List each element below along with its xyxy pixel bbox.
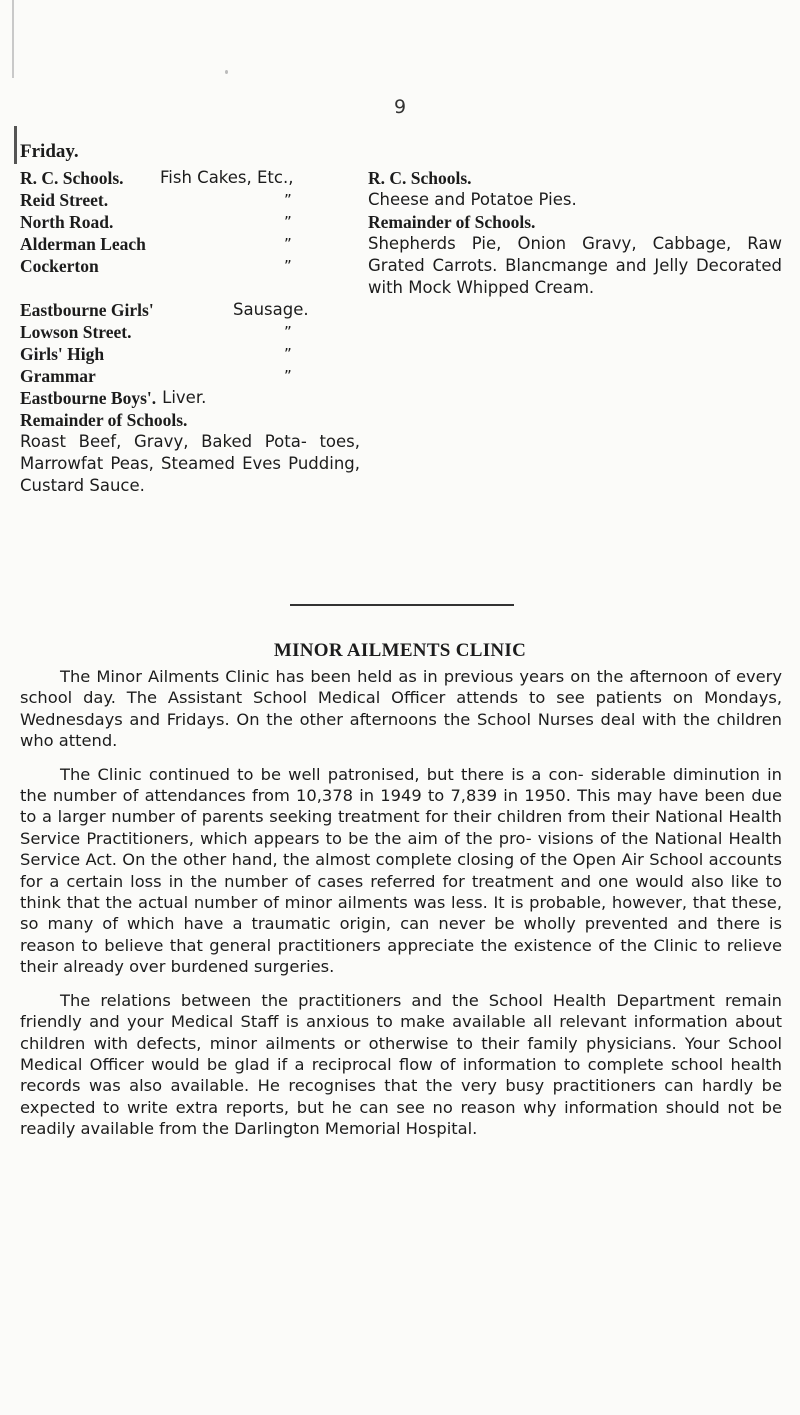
section-divider — [290, 604, 514, 606]
ditto-mark: ” — [284, 257, 292, 275]
scan-edge-mark — [14, 126, 17, 164]
dish: Liver. — [162, 388, 207, 407]
school-name: Lowson Street. — [20, 322, 132, 342]
remainder-menu-text: Shepherds Pie, Onion Gravy, Cabbage, Raw Grated Carrots. Blancmange and Jelly Decorated with Mock Whipped Cream. — [368, 234, 782, 297]
spacer — [20, 277, 360, 299]
remainder-heading: Remainder of Schools. — [368, 212, 536, 232]
school-name: Alderman Leach — [20, 234, 146, 254]
school-name: Cockerton — [20, 256, 99, 276]
menu-row — [20, 233, 360, 255]
remainder-menu-text: Roast Beef, Gravy, Baked Pota- toes, Marrowfat Peas, Steamed Eves Pudding, Custard Sauce. — [20, 432, 360, 495]
menu-row — [20, 343, 360, 365]
page-number: 9 — [393, 96, 407, 118]
ditto-mark: ” — [284, 235, 292, 253]
remainder-heading: Remainder of Schools. — [20, 410, 188, 430]
menu-row — [20, 255, 360, 277]
dish: Sausage. — [233, 300, 309, 319]
menu-row — [20, 167, 360, 189]
menu-row — [20, 365, 360, 387]
menu-left-column — [20, 167, 360, 497]
ditto-mark: ” — [284, 345, 292, 363]
school-name: North Road. — [20, 212, 114, 232]
school-name: R. C. Schools. — [20, 168, 124, 188]
school-name: R. C. Schools. — [368, 168, 472, 188]
school-name: Eastbourne Boys'. — [20, 388, 157, 408]
school-name: Eastbourne Girls' — [20, 300, 154, 320]
menu-row — [20, 211, 360, 233]
menu-right-column — [368, 167, 782, 299]
dish: Cheese and Potatoe Pies. — [368, 190, 577, 209]
scan-speck — [225, 70, 228, 74]
paragraph: The Minor Ailments Clinic has been held as in previous years on the afternoon of every school day. The Assistant School Medical Officer attends to see patients on Mondays, Wednesdays and Fridays. On the other afternoons the School Nurses deal with the children who attend. — [20, 667, 782, 751]
paragraph: The Clinic continued to be well patronised, but there is a con- siderable diminution in the number of attendances from 10,378 in 1949 to 7,839 in 1950. This may have been due to a larger number of parents seeking treatment for their children from their National Health Service Practitioners, which appears to be the aim of the pro- visions of the National Health Service Act. On the other hand, the almost complete closing of the Open Air School accounts for a certain loss in the number of cases referred for treatment and one would also like to think that the actual number of minor ailments was less. It is probable, however, that these, so many of which have a traumatic origin, can never be wholly prevented and there is reason to believe that general practitioners appreciate the existence of the Clinic to relieve their already over burdened surgeries. — [20, 764, 782, 977]
scan-edge-mark — [12, 0, 14, 78]
menu-row — [368, 211, 782, 233]
ditto-mark: ” — [284, 323, 292, 341]
menu-row — [368, 167, 782, 189]
school-name: Reid Street. — [20, 190, 109, 210]
section-title: MINOR AILMENTS CLINIC — [273, 640, 527, 661]
school-name: Girls' High — [20, 344, 105, 364]
ditto-mark: ” — [284, 367, 292, 385]
ditto-mark: ” — [284, 213, 292, 231]
menu-row — [20, 189, 360, 211]
dish: Fish Cakes, Etc., — [160, 168, 294, 187]
menu-row — [20, 299, 360, 321]
menu-row — [20, 321, 360, 343]
menu-row — [20, 387, 360, 409]
ditto-mark: ” — [284, 191, 292, 209]
menu-day-heading: Friday. — [20, 141, 79, 162]
school-name: Grammar — [20, 366, 96, 386]
paragraph: The relations between the practitioners and the School Health Department remain friendly and your Medical Staff is anxious to make available all relevant information about children with defects, minor ailments or otherwise to their family physicians. Your School Medical Officer would be glad if a reciprocal flow of information to complete school health records was also available. He recognises that the very busy practitioners can hardly be expected to write extra reports, but he can see no reason why information should not be readily available from the Darlington Memorial Hospital. — [20, 990, 782, 1139]
section-body — [20, 666, 782, 1152]
menu-row — [20, 409, 360, 431]
